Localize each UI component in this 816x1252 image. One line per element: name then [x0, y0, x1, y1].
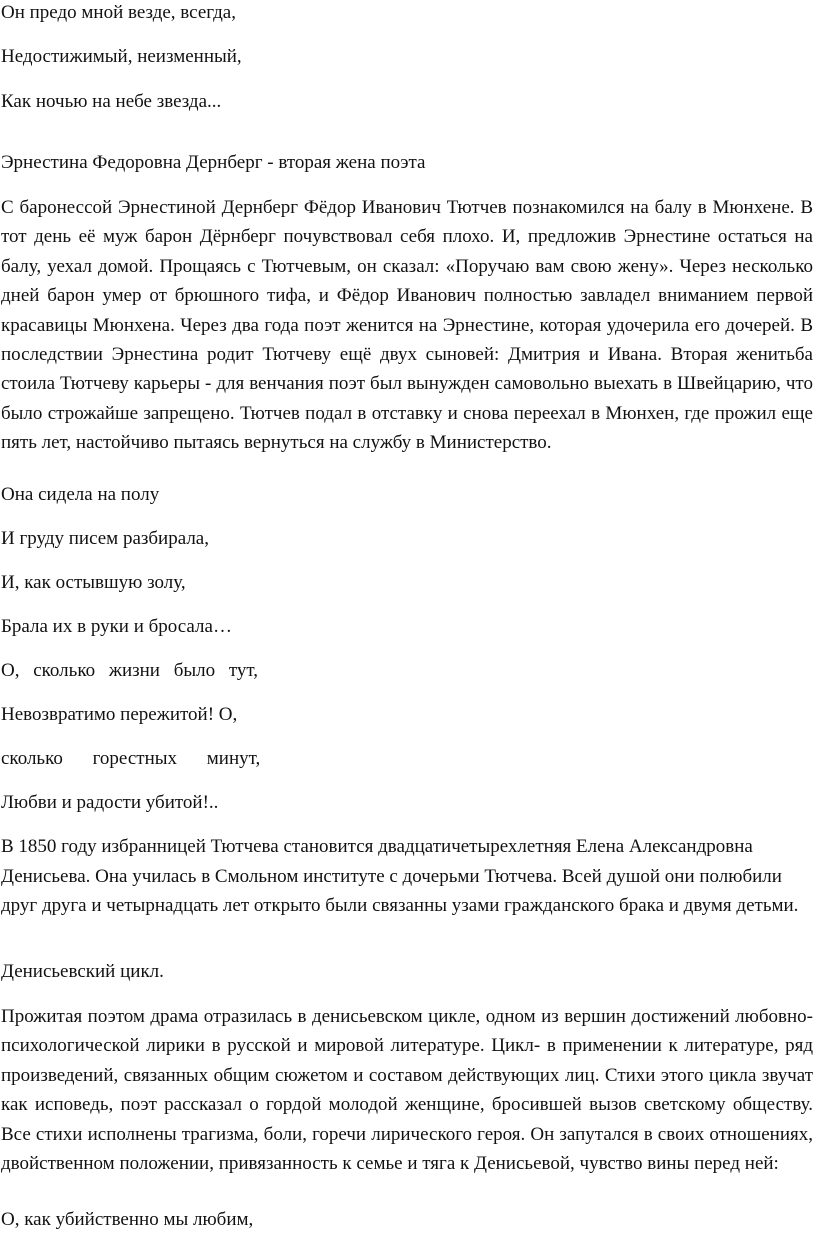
heading-ernestina: Эрнестина Федоровна Дернберг - вторая жена поэта [1, 152, 426, 173]
verse2-line-2: И груду писем разбирала, [1, 528, 209, 549]
heading-cycle: Денисьевский цикл. [1, 961, 164, 982]
verse3-line-1: О, как убийственно мы любим, [1, 1209, 254, 1230]
verse2-line-5: О, сколько жизни было тут, [1, 660, 259, 681]
verse1-line-1: Он предо мной везде, всегда, [1, 2, 236, 23]
verse1-line-3: Как ночью на небе звезда... [1, 91, 222, 112]
verse2-line-3: И, как остывшую золу, [1, 572, 186, 593]
verse2-line-8: Любви и радости убитой!.. [1, 792, 219, 813]
paragraph-cycle: Прожитая поэтом драма отразилась в денисьевском цикле, одном из вершин достижений любовно-психологической лирики в русской и мировой литературе. Цикл- в применении к литературе, ряд произведений, связанных общим сюжетом и составом действующих лиц. Стихи этого цикла звучат как исповедь, поэт рассказал о гордой молодой женщине, бросившей вызов светскому обществу. Все стихи исполнены трагизма, боли, горечи лирического героя. Он запутался в своих отношениях, двойственном положении, привязанность к семье и тяга к Денисьевой, чувство вины перед ней: [1, 1006, 813, 1175]
verse2-line-6: Невозвратимо пережитой! О, [1, 704, 238, 725]
verse2-line-4: Брала их в руки и бросала… [1, 616, 232, 637]
paragraph-denisieva: В 1850 году избранницей Тютчева становится двадцатичетырехлетняя Елена Александровна Денисьева. Она училась в Смольном институте с дочерьми Тютчева. Всей душой они полюбили друг друга и четырнадцать лет открыто были связанны узами гражданского брака и двумя детьми. [1, 836, 799, 917]
paragraph-ernestina: С баронессой Эрнестиной Дернберг Фёдор Иванович Тютчев познакомился на балу в Мюнхене. В тот день её муж барон Дёрнберг почувствовал себя плохо. И, предложив Эрнестине остаться на балу, уехал домой. Прощаясь с Тютчевым, он сказал: «Поручаю вам свою жену». Через несколько дней барон умер от брюшного тифа, и Фёдор Иванович полностью завладел вниманием первой красавицы Мюнхена. Через два года поэт женится на Эрнестине, которая удочерила его дочерей. В последствии Эрнестина родит Тютчеву ещё двух сыновей: Дмитрия и Ивана. Вторая женитьба стоила Тютчеву карьеры - для венчания поэт был вынужден самовольно выехать в Швейцарию, что было строжайше запрещено. Тютчев подал в отставку и снова переехал в Мюнхен, где прожил еще пять лет, настойчиво пытаясь вернуться на службу в Министерство. [1, 197, 813, 454]
verse2-line-7: сколько горестных минут, [1, 748, 261, 769]
verse2-line-1: Она сидела на полу [1, 484, 160, 505]
verse1-line-2: Недостижимый, неизменный, [1, 46, 242, 67]
